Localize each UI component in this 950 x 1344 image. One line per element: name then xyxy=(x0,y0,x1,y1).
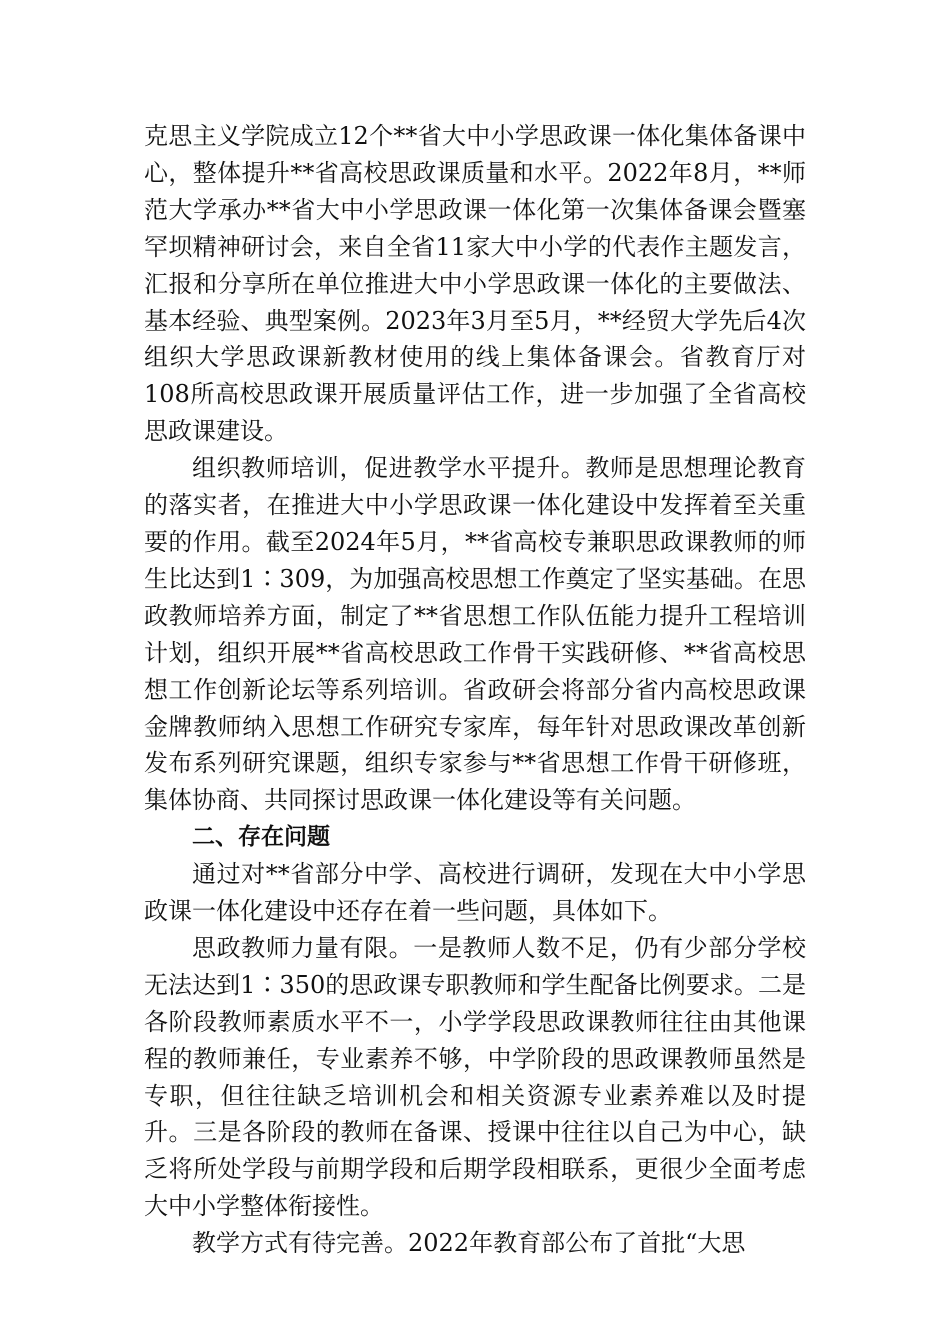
paragraph-teacher-training: 组织教师培训，促进教学水平提升。教师是思想理论教育的落实者，在推进大中小学思政课一体化建设中发挥着至关重要的作用。截至2024年5月，**省高校专兼职思政课教师的师生比达到1∶309，为加强高校思想工作奠定了坚实基础。在思政教师培养方面，制定了**省思想工作队伍能力提升工程培训计划，组织开展**省高校思政工作骨干实践研修、**省高校思想工作创新论坛等系列培训。省政研会将部分省内高校思政课金牌教师纳入思想工作研究专家库，每年针对思政课改革创新发布系列研究课题，组织专家参与**省思想工作骨干研修班，集体协商、共同探讨思政课一体化建设等有关问题。 xyxy=(144,454,806,815)
document-body xyxy=(144,118,806,1262)
section-heading-problems: 二、存在问题 xyxy=(192,824,330,851)
paragraph-teacher-shortage: 思政教师力量有限。一是教师人数不足，仍有少部分学校无法达到1∶350的思政课专职教师和学生配备比例要求。二是各阶段教师素质水平不一，小学学段思政课教师往往由其他课程的教师兼任，专业素养不够，中学阶段的思政课教师虽然是专职，但往往缺乏培训机会和相关资源专业素养难以及时提升。三是各阶段的教师在备课、授课中往往以自己为中心，缺乏将所处学段与前期学段和后期学段相联系，更很少全面考虑大中小学整体衔接性。 xyxy=(144,933,806,1221)
paragraph-teaching-methods: 教学方式有待完善。2022年教育部公布了首批“大思 xyxy=(192,1229,746,1258)
paragraph-continuation: 克思主义学院成立12个**省大中小学思政课一体化集体备课中心，整体提升**省高校思政课质量和水平。2022年8月，**师范大学承办**省大中小学思政课一体化第一次集体备课会暨塞罕坝精神研讨会，来自全省11家大中小学的代表作主题发言，汇报和分享所在单位推进大中小学思政课一体化的主要做法、基本经验、典型案例。2023年3月至5月，**经贸大学先后4次组织大学思政课新教材使用的线上集体备课会。省教育厅对108所高校思政课开展质量评估工作，进一步加强了全省高校思政课建设。 xyxy=(144,122,806,446)
paragraph-survey-intro: 通过对**省部分中学、高校进行调研，发现在大中小学思政课一体化建设中还存在着一些问题，具体如下。 xyxy=(144,860,806,926)
